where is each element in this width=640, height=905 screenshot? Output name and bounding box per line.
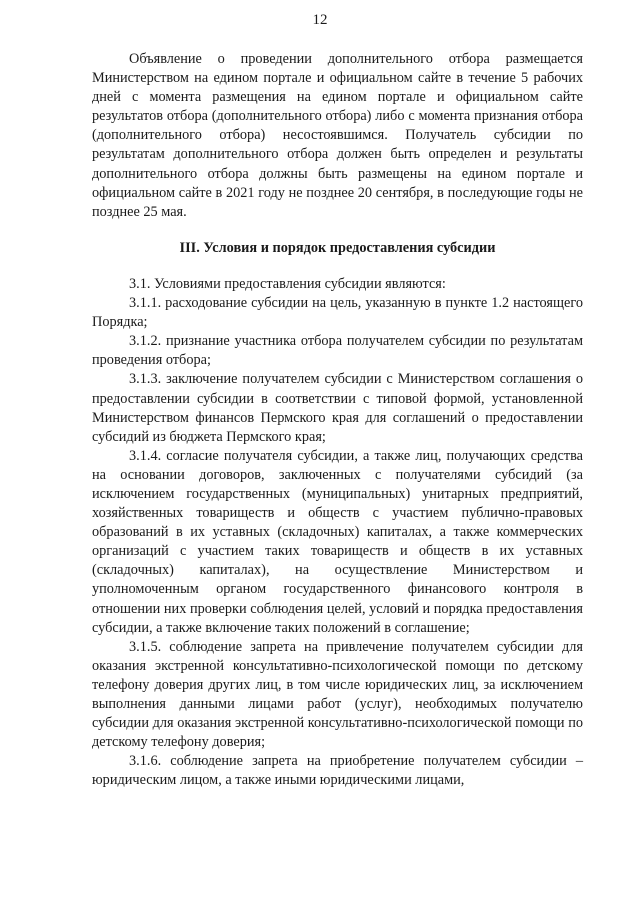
- paragraph-3-1-3: 3.1.3. заключение получателем субсидии с Министерством соглашения о предоставлении субсидии в соответствии с типовой формой, установленной Министерством финансов Пермского края для соглашений о предоставлении субсидий из бюджета Пермского края;: [92, 371, 583, 445]
- paragraph-3-1-6: 3.1.6. соблюдение запрета на приобретение получателем субсидии – юридическим лицом, а также иными юридическими лицами,: [92, 753, 583, 789]
- paragraph-announcement: Объявление о проведении дополнительного отбора размещается Министерством на едином портале и официальном сайте в течение 5 рабочих дней с момента размещения на едином портале и официальном сайте результатов отбора (дополнительного отбора) либо с момента признания отбора (дополнительного отбора) несостоявшимся. Получатель субсидии по результатам дополнительного отбора должен быть определен и результаты дополнительного отбора должны быть размещены на едином портале и официальном сайте в 2021 году не позднее 20 сентября, в последующие годы не позднее 25 мая.: [92, 51, 583, 220]
- paragraph-3-1-5: 3.1.5. соблюдение запрета на привлечение получателем субсидии для оказания экстренной консультативно-психологической помощи по детскому телефону доверия других лиц, в том числе юридических лиц, за исключением выполнения данными лицами работ (услуг), необходимых получателю субсидии для оказания экстренной консультативно-психологической помощи по детскому телефону доверия;: [92, 638, 583, 751]
- section-heading: III. Условия и порядок предоставления субсидии: [179, 239, 496, 256]
- paragraph-3-1: 3.1. Условиями предоставления субсидии являются:: [129, 275, 446, 292]
- paragraph-3-1-2: 3.1.2. признание участника отбора получателем субсидии по результатам проведения отбора;: [92, 333, 583, 369]
- paragraph-3-1-4: 3.1.4. согласие получателя субсидии, а также лиц, получающих средства на основании договоров, заключенных с получателями субсидий (за исключением государственных (муниципальных) унитарных предприятий, хозяйственных товариществ и обществ с участием публично-правовых образований в их уставных (складочных) капиталах, а также коммерческих организаций с участием таких товариществ и обществ в их уставных (складочных) капиталах), на осуществление Министерством и уполномоченным органом государственного финансового контроля в отношении них проверки соблюдения целей, условий и порядка предоставления субсидии, а также включение таких положений в соглашение;: [92, 447, 583, 636]
- page-number: 12: [312, 12, 328, 28]
- document-body: [92, 50, 583, 790]
- paragraph-3-1-1: 3.1.1. расходование субсидии на цель, указанную в пункте 1.2 настоящего Порядка;: [92, 295, 583, 331]
